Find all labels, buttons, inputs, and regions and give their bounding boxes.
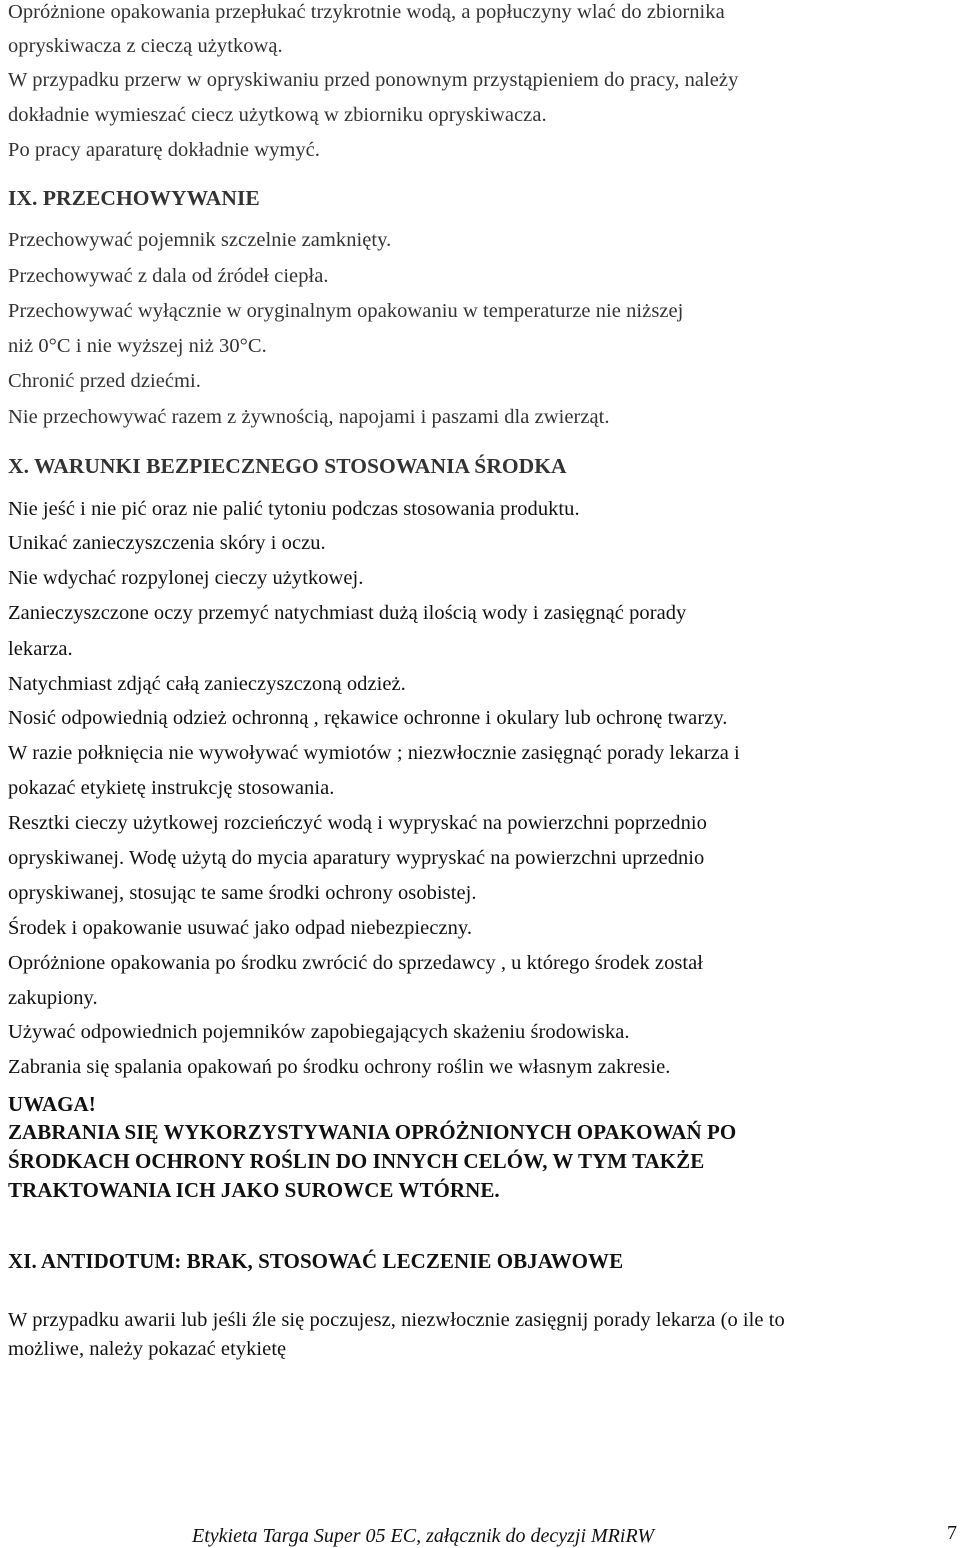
storage-line-2: Przechowywać z dala od źródeł ciepła. xyxy=(8,265,329,287)
storage-line-5: Chronić przed dziećmi. xyxy=(8,370,201,392)
safety-line-15: zakupiony. xyxy=(8,987,98,1009)
intro-line-3: W przypadku przerw w opryskiwaniu przed ponownym przystąpieniem do pracy, należy xyxy=(8,69,739,91)
storage-heading: IX. PRZECHOWYWANIE xyxy=(8,186,260,210)
safety-line-17: Zabrania się spalania opakowań po środku ochrony roślin we własnym zakresie. xyxy=(8,1056,671,1078)
intro-line-4: dokładnie wymieszać ciecz użytkową w zbiorniku opryskiwacza. xyxy=(8,104,547,126)
page-footer: Etykieta Targa Super 05 EC, załącznik do decyzji MRiRW xyxy=(192,1525,654,1547)
safety-line-1: Nie jeść i nie pić oraz nie palić tytoniu podczas stosowania produktu. xyxy=(8,498,580,520)
warning-line-3: TRAKTOWANIA ICH JAKO SUROWCE WTÓRNE. xyxy=(8,1178,500,1202)
antidote-heading: XI. ANTIDOTUM: BRAK, STOSOWAĆ LECZENIE OBJAWOWE xyxy=(8,1249,624,1273)
warning-line-2: ŚRODKACH OCHRONY ROŚLIN DO INNYCH CELÓW, W TYM TAKŻE xyxy=(8,1149,705,1173)
safety-line-13: Środek i opakowanie usuwać jako odpad niebezpieczny. xyxy=(8,917,473,939)
page-number: 7 xyxy=(947,1522,957,1544)
safety-line-6: Natychmiast zdjąć całą zanieczyszczoną odzież. xyxy=(8,673,406,695)
safety-line-16: Używać odpowiednich pojemników zapobiegających skażeniu środowiska. xyxy=(8,1021,630,1043)
storage-line-3: Przechowywać wyłącznie w oryginalnym opakowaniu w temperaturze nie niższej xyxy=(8,300,684,322)
safety-line-11: opryskiwanej. Wodę użytą do mycia aparatury wypryskać na powierzchni uprzednio xyxy=(8,847,705,869)
warning-title: UWAGA! xyxy=(8,1092,96,1116)
safety-line-12: opryskiwanej, stosując te same środki ochrony osobistej. xyxy=(8,882,477,904)
intro-line-1: Opróżnione opakowania przepłukać trzykrotnie wodą, a popłuczyny wlać do zbiornika xyxy=(8,1,725,23)
safety-line-5: lekarza. xyxy=(8,638,73,660)
storage-line-1: Przechowywać pojemnik szczelnie zamknięty. xyxy=(8,229,392,251)
safety-line-9: pokazać etykietę instrukcję stosowania. xyxy=(8,777,335,799)
safety-line-10: Resztki cieczy użytkowej rozcieńczyć wodą i wypryskać na powierzchni poprzednio xyxy=(8,812,707,834)
antidote-line-2: możliwe, należy pokazać etykietę xyxy=(8,1338,287,1360)
safety-line-8: W razie połknięcia nie wywoływać wymiotów ; niezwłocznie zasięgnąć porady lekarza i xyxy=(8,742,740,764)
warning-line-1: ZABRANIA SIĘ WYKORZYSTYWANIA OPRÓŻNIONYCH OPAKOWAŃ PO xyxy=(8,1120,737,1144)
antidote-line-1: W przypadku awarii lub jeśli źle się poczujesz, niezwłocznie zasięgnij porady lekarza (o ile to xyxy=(8,1309,785,1331)
intro-line-2: opryskiwacza z cieczą użytkową. xyxy=(8,35,283,57)
intro-line-5: Po pracy aparaturę dokładnie wymyć. xyxy=(8,139,320,161)
storage-line-6: Nie przechowywać razem z żywnością, napojami i paszami dla zwierząt. xyxy=(8,406,610,428)
safety-heading: X. WARUNKI BEZPIECZNEGO STOSOWANIA ŚRODKA xyxy=(8,454,567,478)
storage-line-4: niż 0°C i nie wyższej niż 30°C. xyxy=(8,335,267,357)
safety-line-3: Nie wdychać rozpylonej cieczy użytkowej. xyxy=(8,567,364,589)
safety-line-4: Zanieczyszczone oczy przemyć natychmiast dużą ilością wody i zasięgnąć porady xyxy=(8,602,687,624)
safety-line-7: Nosić odpowiednią odzież ochronną , rękawice ochronne i okulary lub ochronę twarzy. xyxy=(8,707,728,729)
safety-line-2: Unikać zanieczyszczenia skóry i oczu. xyxy=(8,532,326,554)
safety-line-14: Opróżnione opakowania po środku zwrócić do sprzedawcy , u którego środek został xyxy=(8,952,704,974)
